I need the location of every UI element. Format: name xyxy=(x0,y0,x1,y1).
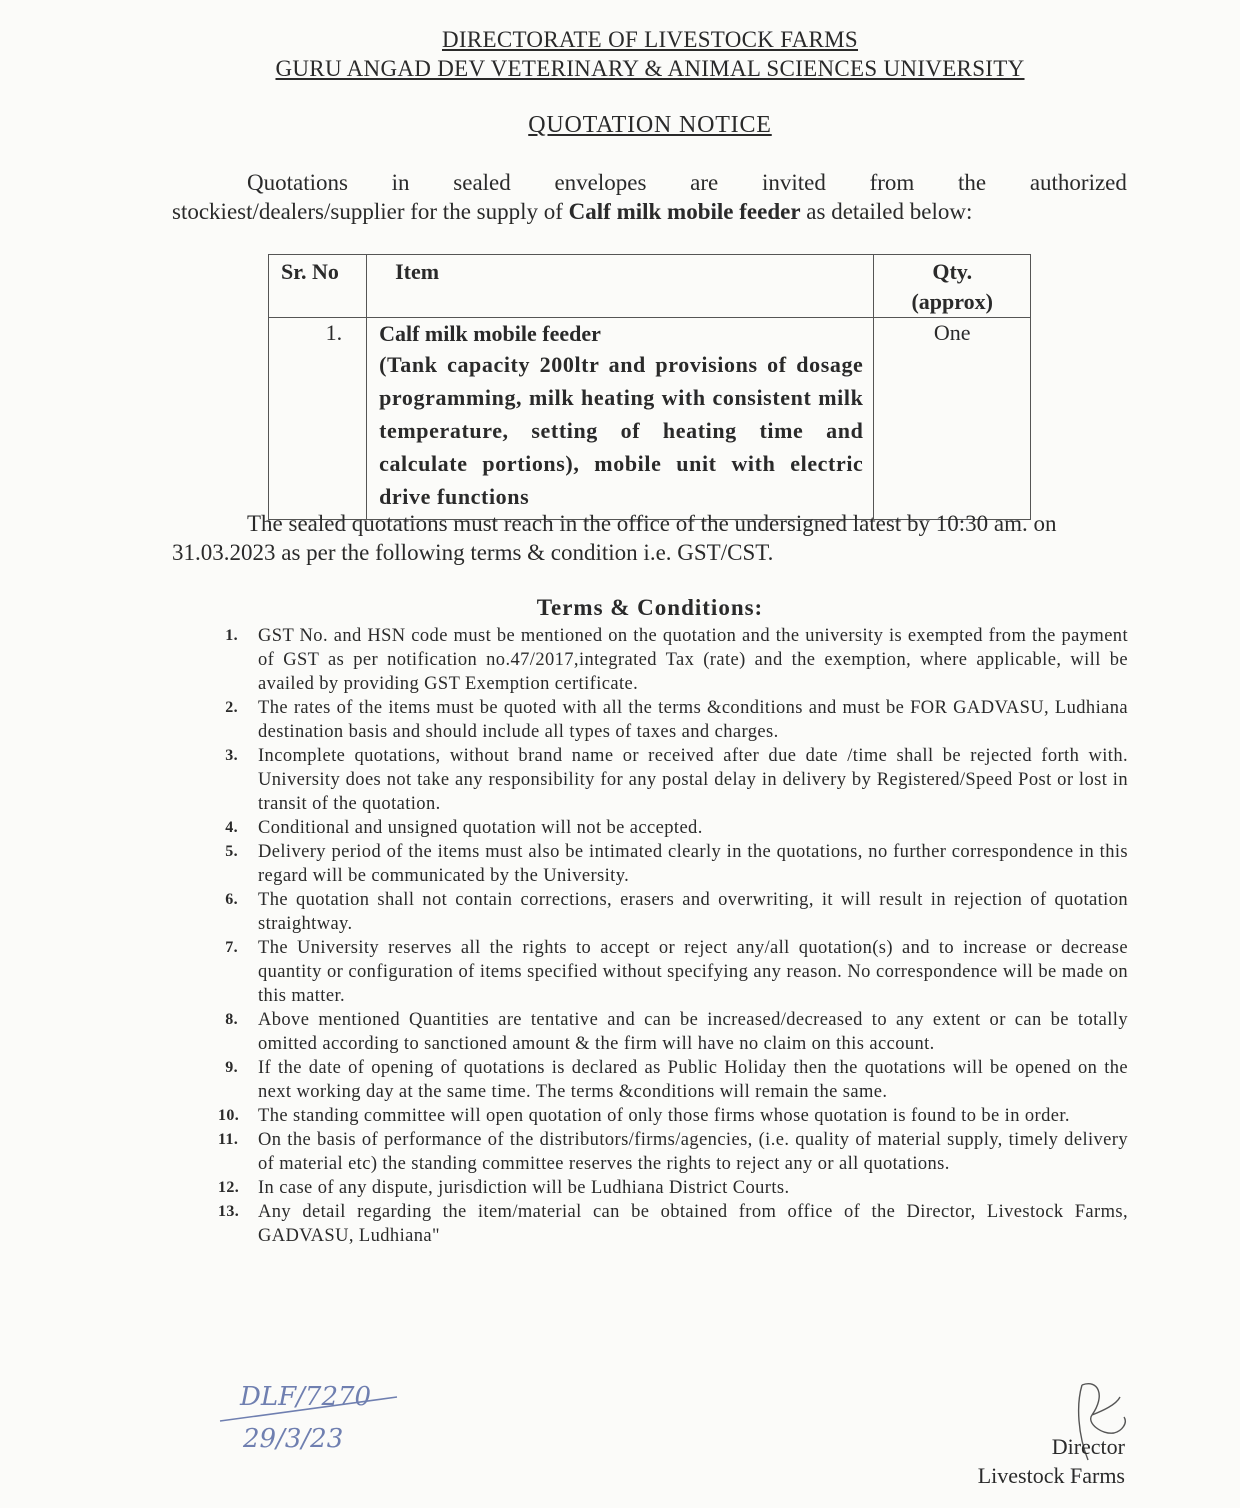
term-number: 6. xyxy=(225,891,238,908)
terms-list xyxy=(218,624,1128,1248)
intro-word: are xyxy=(690,170,719,195)
list-item xyxy=(218,1056,1128,1104)
term-text: Delivery period of the items must also be intimated clearly in the quotations, no further correspondence in this regard will be communicated by the University. xyxy=(258,842,1128,886)
notice-title: QUOTATION NOTICE xyxy=(528,112,772,138)
term-number: 3. xyxy=(225,747,238,764)
intro-word: from xyxy=(869,170,915,195)
list-item xyxy=(218,936,1128,1008)
item-name: Calf milk mobile feeder xyxy=(379,321,601,346)
cell-item xyxy=(367,318,874,520)
list-item xyxy=(218,1128,1128,1176)
col-header-qty-line2: (approx) xyxy=(911,289,993,314)
cell-qty: One xyxy=(874,318,1031,520)
list-item xyxy=(218,1176,1128,1200)
deadline-paragraph xyxy=(172,509,1127,567)
term-text: Above mentioned Quantities are tentative and can be increased/decreased to any extent or can be totally omitted according to sanctioned amount & the firm will have no claim on this account. xyxy=(258,1010,1128,1054)
intro-line-2 xyxy=(172,197,1127,226)
items-table xyxy=(268,254,1031,520)
header-directorate: DIRECTORATE OF LIVESTOCK FARMS xyxy=(441,27,859,52)
term-number: 1. xyxy=(225,627,238,644)
intro-word: invited xyxy=(761,170,826,195)
intro-word: envelopes xyxy=(554,170,647,195)
col-header-sr-no: Sr. No xyxy=(269,255,367,318)
deadline-line-2: 31.03.2023 as per the following terms & condition i.e. GST/CST. xyxy=(172,540,774,565)
signatory-department: Livestock Farms xyxy=(977,1463,1125,1488)
term-text: Any detail regarding the item/material can be obtained from office of the Director, Livestock Farms, GADVASU, Ludhiana" xyxy=(258,1202,1128,1246)
term-text: Conditional and unsigned quotation will not be accepted. xyxy=(258,818,703,838)
signatory-block xyxy=(978,1432,1125,1490)
intro-word: authorized xyxy=(1029,170,1127,195)
list-item xyxy=(218,888,1128,936)
table-row xyxy=(269,318,1031,520)
handwritten-ref-text: DLF/7270 xyxy=(240,1382,372,1412)
intro-prefix: stockiest/dealers/supplier for the supply of xyxy=(172,199,569,224)
term-number: 12. xyxy=(218,1179,240,1196)
intro-line-1 xyxy=(172,168,1127,197)
list-item xyxy=(218,1104,1128,1128)
term-number: 4. xyxy=(225,819,238,836)
item-description: (Tank capacity 200ltr and provisions of dosage programming, milk heating with consistent milk temperature, setting of heating time and calculate portions), mobile unit with electric drive functions xyxy=(379,352,864,509)
term-text: If the date of opening of quotations is declared as Public Holiday then the quotations will be opened on the next working day at the same time. The terms &conditions will remain the same. xyxy=(258,1058,1128,1102)
terms-title: Terms & Conditions: xyxy=(536,595,764,620)
intro-paragraph xyxy=(172,168,1127,226)
col-header-item: Item xyxy=(367,255,874,318)
term-number: 2. xyxy=(225,699,238,716)
term-number: 5. xyxy=(225,843,238,860)
cell-sr-no: 1. xyxy=(269,318,367,520)
handwritten-date-text: 29/3/23 xyxy=(243,1424,344,1454)
term-text: The rates of the items must be quoted with all the terms &conditions and must be FOR GADVASU, Ludhiana destination basis and should include all types of taxes and charges. xyxy=(258,698,1128,742)
list-item xyxy=(218,1200,1128,1248)
intro-suffix: as detailed below: xyxy=(800,199,973,224)
list-item xyxy=(218,624,1128,696)
list-item xyxy=(218,744,1128,816)
term-text: The standing committee will open quotation of only those firms whose quotation is found to be in order. xyxy=(258,1106,1070,1126)
term-number: 13. xyxy=(218,1203,240,1220)
list-item xyxy=(218,816,1128,840)
term-text: Incomplete quotations, without brand name or received after due date /time shall be rejected forth with. University does not take any responsibility for any postal delay in delivery by Registered/Speed Post or lost in transit of the quotation. xyxy=(258,746,1128,814)
col-header-qty-line1: Qty. xyxy=(932,259,973,284)
intro-word: in xyxy=(391,170,410,195)
term-number: 9. xyxy=(225,1059,238,1076)
term-number: 7. xyxy=(225,939,238,956)
term-number: 11. xyxy=(218,1131,239,1148)
intro-word: Quotations xyxy=(247,170,348,195)
term-number: 8. xyxy=(225,1011,238,1028)
list-item xyxy=(218,696,1128,744)
term-text: The University reserves all the rights to accept or reject any/all quotation(s) and to increase or decrease quantity or configuration of items specified without specifying any reason. No correspondence will be made on this matter. xyxy=(258,938,1128,1006)
header-university: GURU ANGAD DEV VETERINARY & ANIMAL SCIENCES UNIVERSITY xyxy=(275,56,1025,81)
intro-word: the xyxy=(958,170,987,195)
term-text: On the basis of performance of the distributors/firms/agencies, (i.e. quality of material supply, timely delivery of material etc) the standing committee reserves the rights to reject any or all quotations. xyxy=(258,1130,1128,1174)
deadline-line-1: The sealed quotations must reach in the office of the undersigned latest by 10:30 am. on xyxy=(247,511,1057,536)
intro-word: sealed xyxy=(453,170,511,195)
term-text: GST No. and HSN code must be mentioned on the quotation and the university is exempted from the payment of GST as per notification no.47/2017,integrated Tax (rate) and the exemption, where applicable, will be availed by providing GST Exemption certificate. xyxy=(258,626,1128,694)
items-table-header-row xyxy=(269,255,1031,318)
intro-item-name: Calf milk mobile feeder xyxy=(568,199,801,224)
col-header-qty xyxy=(874,255,1031,318)
term-number: 10. xyxy=(218,1107,240,1124)
signatory-title: Director xyxy=(1051,1434,1125,1459)
handwritten-reference xyxy=(215,1375,415,1465)
term-text: The quotation shall not contain corrections, erasers and overwriting, it will result in rejection of quotation straightway. xyxy=(258,890,1128,934)
term-text: In case of any dispute, jurisdiction will be Ludhiana District Courts. xyxy=(258,1178,790,1198)
list-item xyxy=(218,840,1128,888)
list-item xyxy=(218,1008,1128,1056)
